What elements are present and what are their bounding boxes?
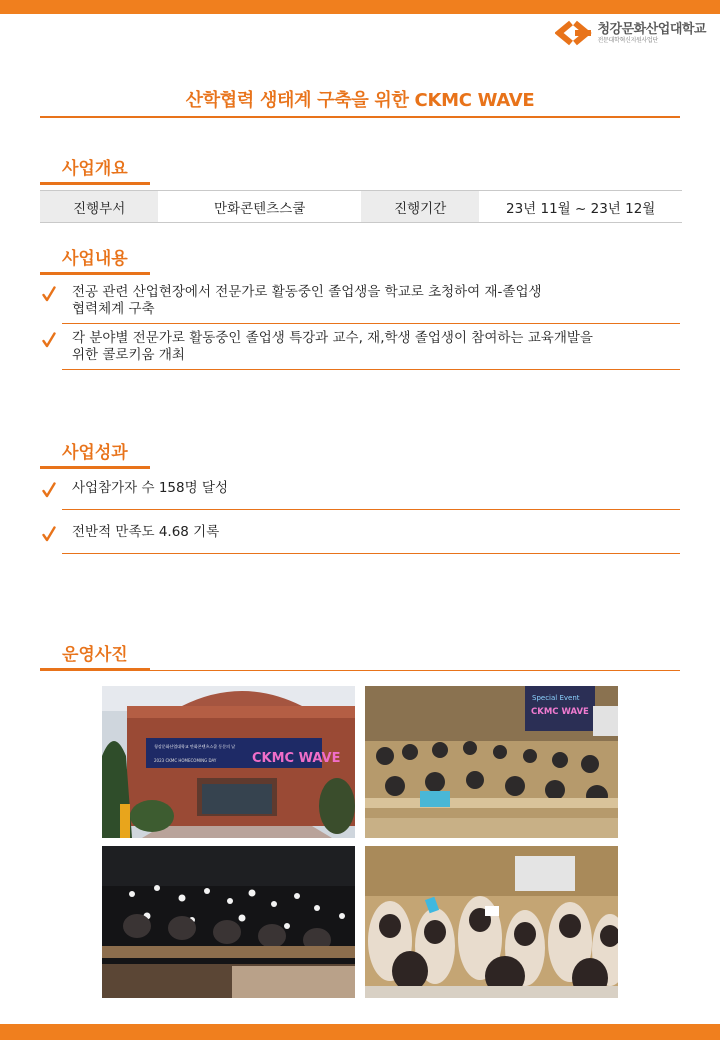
banner-small-text: 청강문화산업대학교 만화콘텐츠스쿨 동문의 날 [154,744,236,749]
title-rule [40,116,680,118]
list-item [40,330,680,370]
photo-crowd-celebrating [365,846,618,998]
ck-logo-icon [555,20,593,46]
list-item [40,524,680,554]
screen-top-text: Special Event [532,694,580,702]
list-item [40,284,680,324]
list-item-text [62,284,680,324]
period-label: 진행기간 [361,191,479,223]
check-icon [42,286,56,302]
check-icon [42,526,56,542]
section-content-heading [40,246,680,275]
banner-title: CKMC WAVE [252,751,341,766]
photo-grid [102,686,618,998]
section-photos-heading [40,642,680,671]
screen-title: CKMC WAVE [531,707,589,717]
section-title: 운영사진 [40,642,150,671]
list-item-text: 전반적 만족도 4.68 기록 [62,524,680,554]
photo-light-event [102,846,355,998]
section-overview-heading [40,156,680,185]
top-accent-bar [0,0,720,14]
section-rule [40,670,680,671]
list-item-line: 협력체계 구축 [72,301,155,317]
photo-lecture-hall [365,686,618,838]
dept-label: 진행부서 [40,191,158,223]
photo-building-exterior [102,686,355,838]
overview-row [40,191,682,223]
results-list [40,480,680,554]
bottom-accent-bar [0,1024,720,1040]
section-title: 사업내용 [40,246,150,275]
logo-name: 청강문화산업대학교 [597,21,706,37]
section-title: 사업성과 [40,440,150,469]
section-results-heading [40,440,680,469]
banner-subtitle: 2023 CKMC HOMECOMING DAY [154,758,217,763]
section-title: 사업개요 [40,156,150,185]
check-icon [42,482,56,498]
list-item [40,480,680,510]
dept-value: 만화콘텐츠스쿨 [158,191,361,223]
list-item-line: 위한 콜로키움 개최 [72,347,185,363]
logo-subtitle: 전문대학혁신지원사업단 [597,36,658,44]
overview-table [40,190,682,223]
check-icon [42,332,56,348]
period-value: 23년 11월 ~ 23년 12월 [479,191,682,223]
list-item-line: 각 분야별 전문가로 활동중인 졸업생 특강과 교수, 재,학생 졸업생이 참여하는 교육개발을 [72,330,593,346]
document-title: 산학협력 생태계 구축을 위한 CKMC WAVE [185,90,535,111]
content-list [40,284,680,370]
list-item-text [62,330,680,370]
list-item-text: 사업참가자 수 158명 달성 [62,480,680,510]
list-item-line: 전공 관련 산업현장에서 전문가로 활동중인 졸업생을 학교로 초청하여 재-졸업생 [72,284,542,300]
university-logo [555,20,706,46]
